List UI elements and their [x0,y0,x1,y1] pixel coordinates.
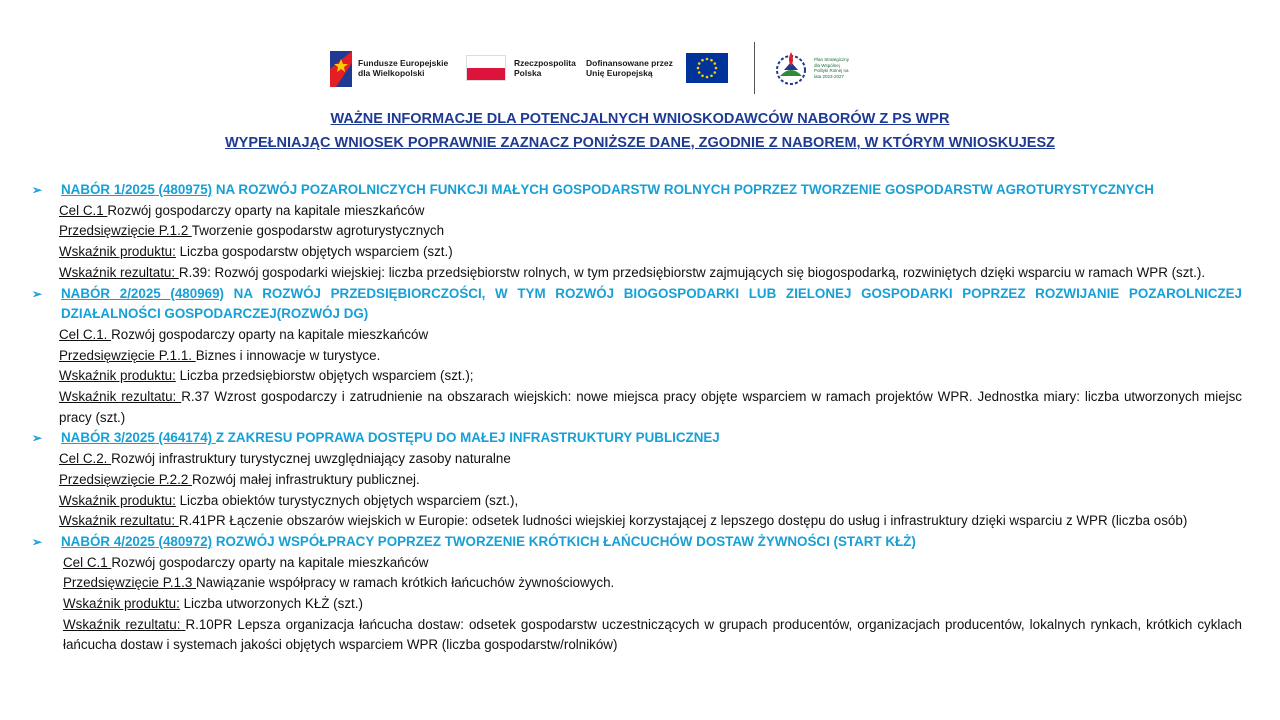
nabor-id: NABÓR 3/2025 (464174) [61,430,216,446]
cel-label: Cel C.1 [59,202,108,218]
wskaznik-rezultatu-text: R.10PR Lepsza organizacja łańcucha dostaw: odsetek gospodarstw uczestniczących w grupach producentów, organizacjach producentów, lokalnych rynkach, krótkich cyklach łańcucha dostaw i systemach jakości objętych wsparciem WPR (liczba gospodarstw/rolników) [63,616,1242,653]
logo-bar [330,40,860,96]
cel-label: Cel C.1 [63,554,112,570]
cel-text: Rozwój gospodarczy oparty na kapitale mieszkańców [111,326,429,342]
polish-flag-icon [466,55,506,81]
nabor-item [32,428,1242,532]
eu-logo-text [586,58,686,78]
wskaznik-rezultatu-label: Wskaźnik rezultatu: [59,389,182,405]
wskaznik-produktu-label: Wskaźnik produktu: [59,492,176,508]
eu-line2: Unię Europejską [586,68,653,78]
przedsiewziecie-label: Przedsięwzięcie P.2.2 [59,471,192,487]
wskaznik-rezultatu-text: R.41PR Łączenie obszarów wiejskich w Europie: odsetek ludności wiejskiej korzystającej z lepszego dostępu do usług i infrastruktury dzięki wsparciu z WPR (liczba osób) [178,513,1188,529]
cel-text: Rozwój infrastruktury turystycznej uwzględniający zasoby naturalne [111,451,511,467]
eu-flag-icon [686,53,728,83]
wskaznik-produktu-row [59,242,1242,263]
arrow-bullet-icon: ➢ [32,183,43,197]
wskaznik-rezultatu-row [59,263,1242,284]
przedsiewziecie-text: Nawiązanie współpracy w ramach krótkich łańcuchów żywnościowych. [195,575,615,591]
nabor-details [32,553,1242,657]
fe-emblem-icon [330,49,352,87]
wskaznik-rezultatu-row [59,511,1242,532]
nabor-id: NABÓR 2/2025 (480969) [61,285,224,301]
wskaznik-produktu-text: Liczba przedsiębiorstw objętych wsparciem (szt.); [175,368,474,384]
ps-wpr-logo [771,48,854,88]
cel-text: Rozwój gospodarczy oparty na kapitale mieszkańców [111,554,429,570]
nabor-title: ROZWÓJ WSPÓŁPRACY POPRZEZ TWORZENIE KRÓTKICH ŁAŃCUCHÓW DOSTAW ŻYWNOŚCI (START KŁŻ) [212,533,916,549]
nabor-id: NABÓR 4/2025 (480972) [61,533,213,549]
wskaznik-rezultatu-text: R.37 Wzrost gospodarczy i zatrudnienie na obszarach wiejskich: nowe miejsca pracy objęte wsparciem w ramach projektów WPR. Jednostka miary: liczba utworzonych miejsc pracy (szt.) [59,389,1243,425]
pl-line2: Polska [514,68,542,78]
fe-line2: dla Wielkopolski [358,68,425,78]
ps-wpr-logo-text: Plan Strategiczny dla Wspólnej Polityki Rolnej na lata 2023-2027 [814,57,850,79]
nabor-item [32,180,1242,284]
wskaznik-produktu-row [59,491,1242,512]
wskaznik-rezultatu-label: Wskaźnik rezultatu: [59,264,179,280]
wskaznik-produktu-text: Liczba obiektów turystycznych objętych wsparciem (szt.), [175,492,519,508]
przedsiewziecie-text: Rozwój małej infrastruktury publicznej. [191,471,420,487]
nabory-list [32,180,1242,656]
nabor-details [32,325,1242,429]
cel-row [63,553,1242,574]
nabor-id: NABÓR 1/2025 (480975) [61,182,213,197]
nabor-item [32,284,1242,429]
wskaznik-produktu-label: Wskaźnik produktu: [59,368,176,384]
eu-logo [586,53,736,83]
przedsiewziecie-label: Przedsięwzięcie P.1.2 [59,223,192,239]
wskaznik-rezultatu-row [59,387,1242,428]
fe-line1: Fundusze Europejskie [358,58,449,68]
wskaznik-rezultatu-label: Wskaźnik rezultatu: [63,616,186,632]
logo-separator [754,42,755,94]
przedsiewziecie-label: Przedsięwzięcie P.1.1. [59,347,196,363]
cel-row [59,449,1242,470]
nabor-title: NA ROZWÓJ PRZEDSIĘBIORCZOŚCI, W TYM ROZWÓJ BIOGOSPODARKI LUB ZIELONEJ GOSPODARKI POPRZEZ ROZWIJANIE POZAROLNICZEJ DZIAŁALNOŚCI GOSPODARCZEJ(ROZWÓJ DG) [61,285,1242,322]
nabor-heading [32,284,1242,325]
ps-wpr-emblem-icon [771,48,811,88]
nabor-title: Z ZAKRESU POPRAWA DOSTĘPU DO MAŁEJ INFRASTRUKTURY PUBLICZNEJ [215,430,720,446]
wskaznik-produktu-row [63,594,1242,615]
przedsiewziecie-row [59,470,1242,491]
wskaznik-rezultatu-text: R.39: Rozwój gospodarki wiejskiej: liczba przedsiębiorstw rolnych, w tym przedsiębiorstw zajmujących się biogospodarką, rozwiniętych dzięki wsparciu w ramach WPR (szt.). [178,264,1206,280]
nabor-details [32,449,1242,532]
przedsiewziecie-row [63,573,1242,594]
nabor-heading [32,180,1242,201]
nabor-heading [32,532,1242,553]
cel-row [59,201,1242,222]
wskaznik-rezultatu-label: Wskaźnik rezultatu: [59,513,179,529]
arrow-bullet-icon: ➢ [32,431,43,446]
rzeczpospolita-logo [466,55,586,81]
arrow-bullet-icon: ➢ [32,534,43,549]
przedsiewziecie-text: Biznes i innowacje w turystyce. [195,347,381,363]
wskaznik-produktu-label: Wskaźnik produktu: [63,596,180,612]
cel-row [59,325,1242,346]
wskaznik-produktu-text: Liczba gospodarstw objętych wsparciem (szt.) [175,244,453,260]
przedsiewziecie-row [59,346,1242,367]
wskaznik-rezultatu-row [63,615,1242,656]
nabor-title: NA ROZWÓJ POZAROLNICZYCH FUNKCJI MAŁYCH GOSPODARSTW ROLNYCH POPRZEZ TWORZENIE GOSPODARSTW AGROTURYSTYCZNYCH [212,182,1154,197]
przedsiewziecie-label: Przedsięwzięcie P.1.3 [63,575,196,591]
fundusze-europejskie-logo [330,49,450,87]
cel-label: Cel C.2. [59,451,112,467]
pl-line1: Rzeczpospolita [514,58,576,68]
fe-logo-text [358,58,448,78]
headline-1: WAŻNE INFORMACJE DLA POTENCJALNYCH WNIOSKODAWCÓW NABORÓW Z PS WPR [330,111,950,127]
nabor-details [32,201,1242,284]
nabor-heading [32,428,1242,449]
cel-text: Rozwój gospodarczy oparty na kapitale mieszkańców [107,202,425,218]
wskaznik-produktu-row [59,366,1242,387]
pl-logo-text [514,58,576,78]
nabor-item [32,532,1242,656]
wskaznik-produktu-text: Liczba utworzonych KŁŻ (szt.) [179,596,363,612]
headline-2: WYPEŁNIAJĄC WNIOSEK POPRAWNIE ZAZNACZ PONIŻSZE DANE, ZGODNIE Z NABOREM, W KTÓRYM WNIOSKUJESZ [224,135,1055,151]
przedsiewziecie-row [59,221,1242,242]
arrow-bullet-icon: ➢ [32,286,43,301]
przedsiewziecie-text: Tworzenie gospodarstw agroturystycznych [191,223,445,239]
cel-label: Cel C.1. [59,326,112,342]
eu-line1: Dofinansowane przez [586,58,673,68]
wskaznik-produktu-label: Wskaźnik produktu: [59,244,176,260]
